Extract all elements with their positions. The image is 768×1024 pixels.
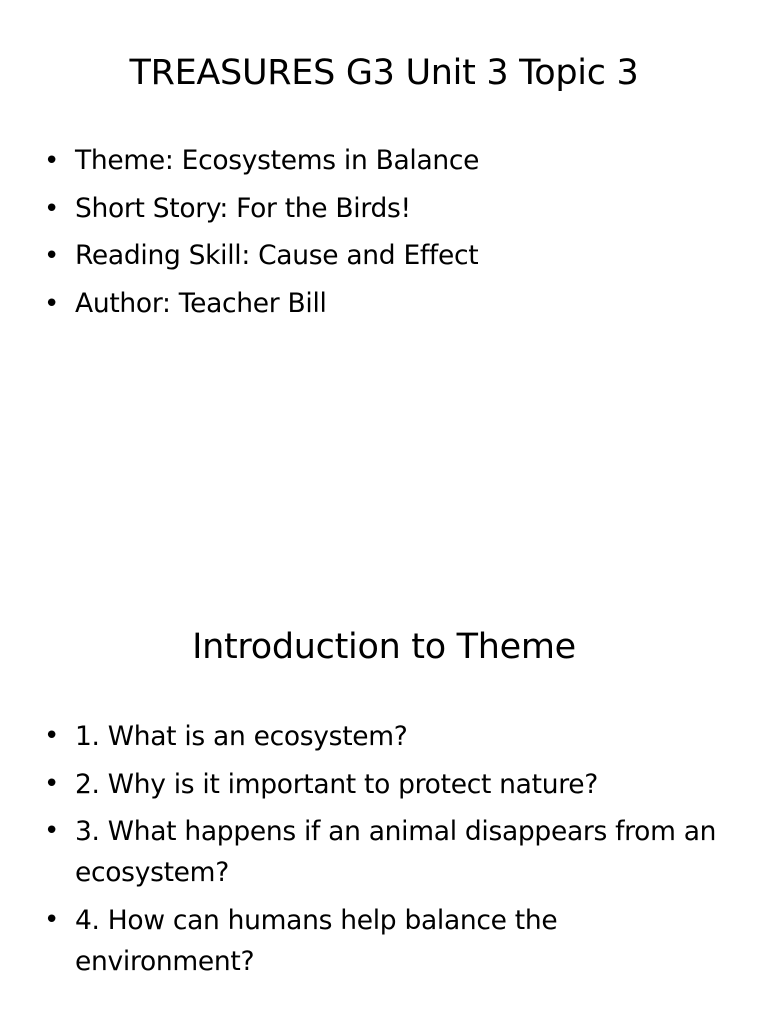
bullet-text: 1. What is an ecosystem? — [75, 721, 408, 752]
bullet-dot-icon: • — [44, 904, 60, 935]
bullet-dot-icon: • — [44, 768, 60, 799]
bullet-text: 2. Why is it important to protect nature? — [75, 768, 598, 800]
bullet-item — [0, 238, 768, 274]
bullet-dot-icon: • — [44, 288, 60, 319]
bullet-text: 3. What happens if an animal disappears from an ecosystem? — [75, 816, 717, 888]
bullet-item — [0, 900, 768, 982]
bullet-text: Short Story: For the Birds! — [75, 192, 411, 224]
bullet-item — [0, 716, 768, 757]
bullet-dot-icon: • — [44, 721, 60, 751]
slide-title: TREASURES G3 Unit 3 Topic 3 — [129, 53, 639, 93]
slide-title: Introduction to Theme — [192, 627, 576, 667]
bullet-text: Theme: Ecosystems in Balance — [75, 145, 480, 176]
bullet-text: Reading Skill: Cause and Effect — [75, 240, 479, 271]
bullet-item — [0, 191, 768, 227]
bullet-dot-icon: • — [44, 146, 60, 176]
bullet-item — [0, 286, 768, 322]
bullet-list — [0, 716, 768, 988]
bullet-list — [0, 143, 768, 333]
bullet-dot-icon: • — [44, 816, 60, 846]
bullet-text: Author: Teacher Bill — [75, 287, 327, 319]
bullet-dot-icon: • — [44, 193, 60, 224]
bullet-dot-icon: • — [44, 241, 60, 271]
bullet-item — [0, 143, 768, 179]
bullet-text: 4. How can humans help balance the environment? — [75, 904, 558, 977]
bullet-item — [0, 764, 768, 805]
bullet-item — [0, 811, 768, 893]
slide-2 — [0, 576, 768, 1024]
